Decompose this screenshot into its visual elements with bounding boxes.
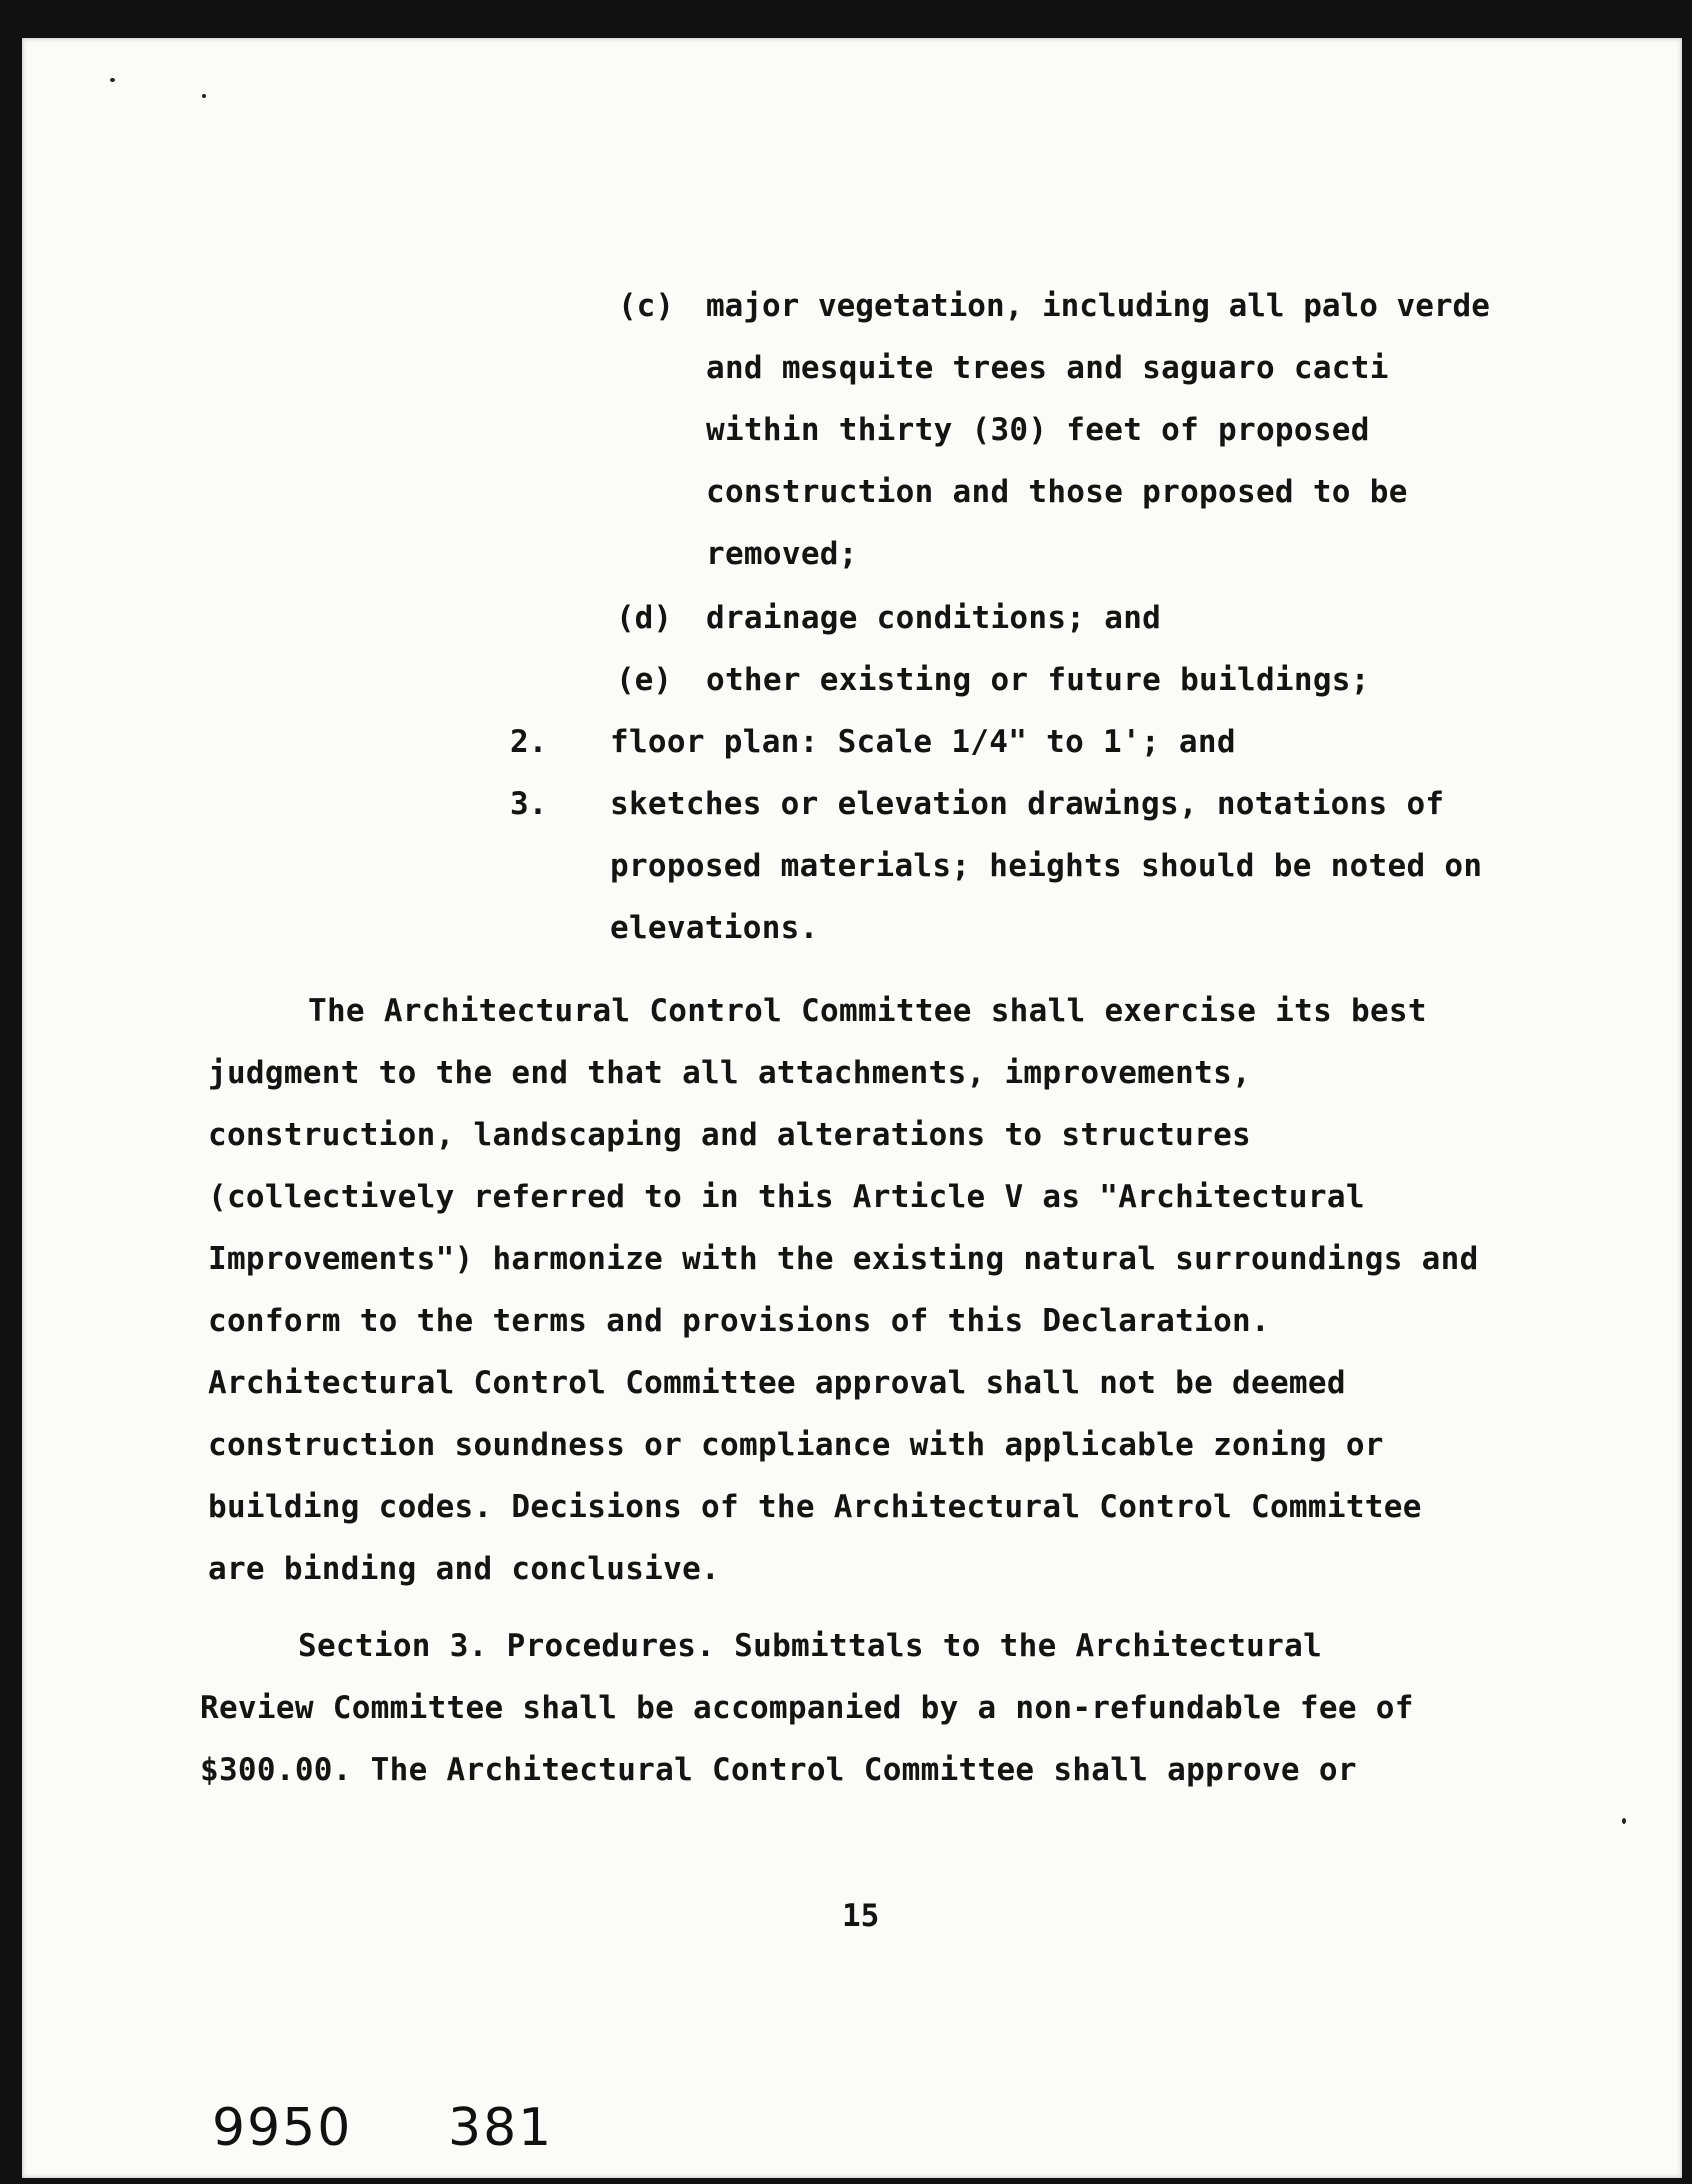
item-c-label: (c) xyxy=(618,288,674,324)
paragraph-2-line-2: Review Committee shall be accompanied by a non-refundable fee of xyxy=(200,1690,1414,1726)
paragraph-1-line-6: conform to the terms and provisions of this Declaration. xyxy=(208,1303,1270,1339)
item-c-line-4: construction and those proposed to be xyxy=(706,474,1408,510)
item-c-line-3: within thirty (30) feet of proposed xyxy=(706,412,1370,448)
item-3-line-3: elevations. xyxy=(610,910,819,946)
recording-stamp-left: 9950 xyxy=(212,2098,353,2158)
item-d-text: drainage conditions; and xyxy=(706,600,1162,636)
paragraph-1-line-8: construction soundness or compliance with applicable zoning or xyxy=(208,1427,1384,1463)
paragraph-1-line-1: The Architectural Control Committee shall exercise its best xyxy=(308,993,1427,1029)
document-page xyxy=(22,38,1682,2178)
paragraph-1-line-3: construction, landscaping and alterations to structures xyxy=(208,1117,1251,1153)
paragraph-1-line-4: (collectively referred to in this Article V as "Architectural xyxy=(208,1179,1365,1215)
item-3-label: 3. xyxy=(510,786,548,822)
item-c-line-1-text: major vegetation, including all palo verde xyxy=(706,288,1490,324)
paragraph-1-line-10: are binding and conclusive. xyxy=(208,1551,721,1587)
item-2-label: 2. xyxy=(510,724,548,760)
scan-speck xyxy=(1622,1818,1626,1824)
item-c-line-2: and mesquite trees and saguaro cacti xyxy=(706,350,1389,386)
paragraph-1-line-5: Improvements") harmonize with the existing natural surroundings and xyxy=(208,1241,1479,1277)
item-e-text: other existing or future buildings; xyxy=(706,662,1370,698)
recording-stamp-right: 381 xyxy=(448,2098,554,2158)
scan-speck xyxy=(202,94,206,98)
paragraph-2-line-3: $300.00. The Architectural Control Committee shall approve or xyxy=(200,1752,1357,1788)
item-e-label: (e) xyxy=(616,662,672,698)
paragraph-1-line-7: Architectural Control Committee approval shall not be deemed xyxy=(208,1365,1346,1401)
item-c-line-5: removed; xyxy=(706,536,858,572)
paragraph-1-line-2: judgment to the end that all attachments, improvements, xyxy=(208,1055,1251,1091)
item-3-line-2: proposed materials; heights should be noted on xyxy=(610,848,1483,884)
paragraph-1-line-9: building codes. Decisions of the Architectural Control Committee xyxy=(208,1489,1422,1525)
page-number: 15 xyxy=(842,1898,880,1934)
scan-speck xyxy=(110,78,115,82)
item-2-text: floor plan: Scale 1/4" to 1'; and xyxy=(610,724,1236,760)
item-d-label: (d) xyxy=(616,600,672,636)
item-c-line-1 xyxy=(706,288,1524,324)
item-3-line-1: sketches or elevation drawings, notations of xyxy=(610,786,1445,822)
paragraph-2-line-1: Section 3. Procedures. Submittals to the Architectural xyxy=(298,1628,1323,1664)
